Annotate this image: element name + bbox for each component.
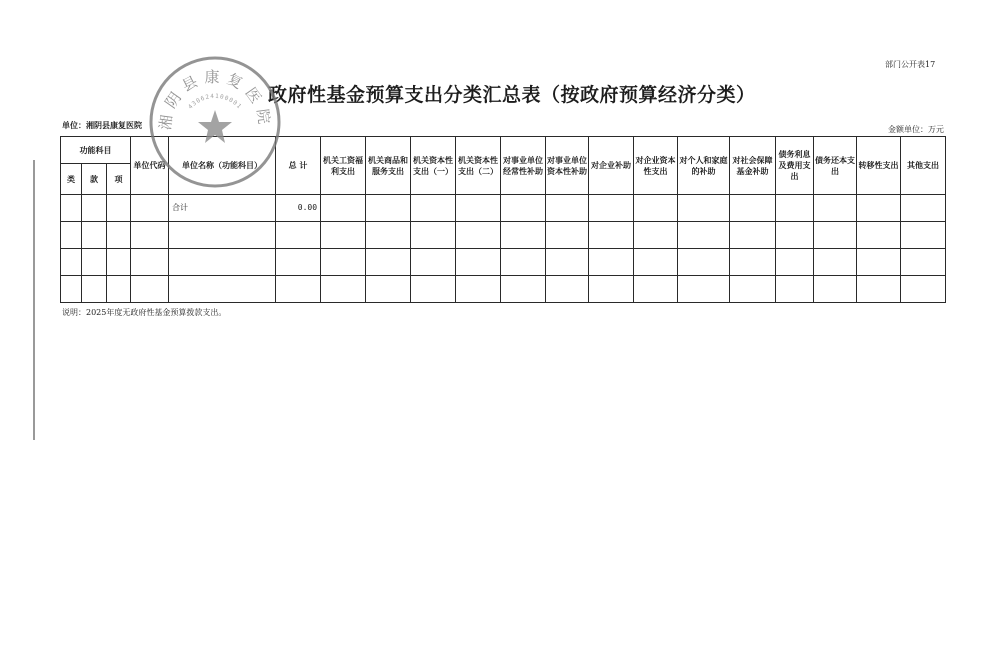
column-header: 对个人和家庭的补助 <box>678 137 730 195</box>
column-header: 对企业资本性支出 <box>634 137 678 195</box>
column-header: 机关商品和服务支出 <box>366 137 411 195</box>
table-row <box>61 222 946 249</box>
column-header: 对事业单位经常性补助 <box>501 137 546 195</box>
column-header: 债务还本支出 <box>814 137 857 195</box>
page-title: 政府性基金预算支出分类汇总表（按政府预算经济分类） <box>268 84 756 106</box>
scan-edge-mark <box>33 160 35 440</box>
total-row-value: 0.00 <box>276 195 321 222</box>
table-row <box>61 249 946 276</box>
function-subject-header: 功能科目 <box>61 137 131 164</box>
amount-unit-label: 金额单位：万元 <box>888 125 944 134</box>
column-header: 转移性支出 <box>857 137 901 195</box>
footnote: 说明：2025年度无政府性基金预算拨款支出。 <box>62 308 227 317</box>
total-header: 总 计 <box>276 137 321 195</box>
total-row-label: 合计 <box>169 195 276 222</box>
seal-code: 430624100001 <box>186 92 244 111</box>
column-header: 机关资本性支出（一） <box>411 137 456 195</box>
item-header: 项 <box>107 164 131 195</box>
column-header: 债务利息及费用支出 <box>776 137 814 195</box>
unit-name-header: 单位名称（功能科目） <box>169 137 276 195</box>
column-header: 对企业补助 <box>589 137 634 195</box>
table-row <box>61 276 946 303</box>
unit-code-header: 单位代码 <box>131 137 169 195</box>
seal-text: 湘阴县康复医院 <box>156 68 274 132</box>
column-header: 对社会保障基金补助 <box>730 137 776 195</box>
category-header: 类 <box>61 164 82 195</box>
unit-label: 单位：湘阴县康复医院 <box>62 120 142 130</box>
seal-star-icon <box>198 110 232 143</box>
section-header: 款 <box>82 164 107 195</box>
official-seal <box>145 52 285 192</box>
column-header: 对事业单位资本性补助 <box>546 137 589 195</box>
form-number: 部门公开表17 <box>885 60 936 69</box>
column-header: 机关资本性支出（二） <box>456 137 501 195</box>
svg-text:430624100001 <box>187 93 243 111</box>
column-header: 机关工资福利支出 <box>321 137 366 195</box>
total-row <box>61 195 946 222</box>
column-header: 其他支出 <box>901 137 946 195</box>
